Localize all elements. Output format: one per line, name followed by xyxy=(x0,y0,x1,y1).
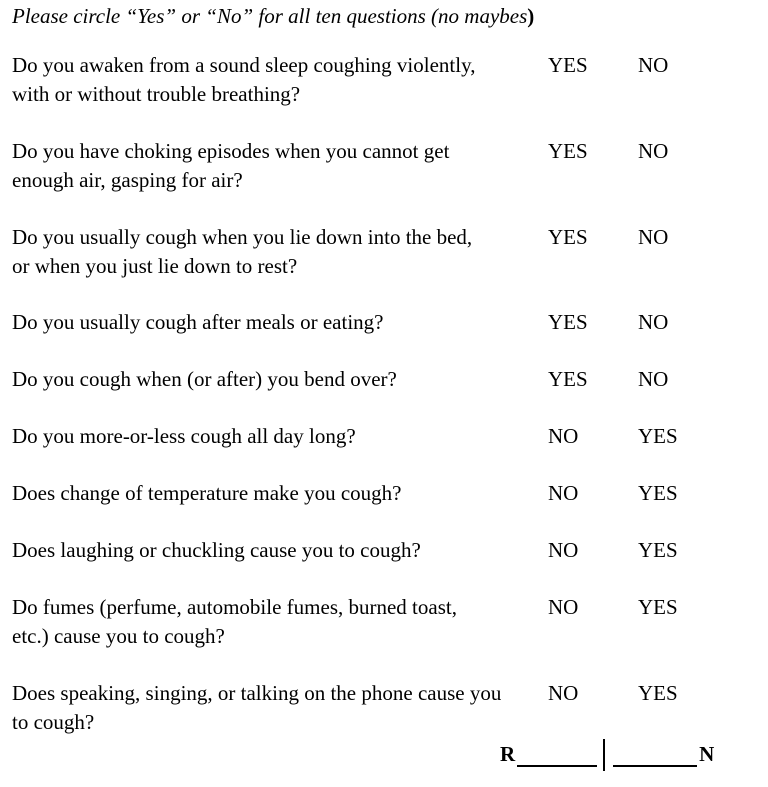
question-2-left-option[interactable]: YES xyxy=(548,139,588,163)
question-10-left-option[interactable]: NO xyxy=(548,681,579,705)
instructions-text: Please circle “Yes” or “No” for all ten questions (no maybes xyxy=(12,4,528,28)
score-divider xyxy=(603,739,605,771)
question-text: Do you usually cough after meals or eating? xyxy=(12,310,384,334)
question-6-right-option[interactable]: YES xyxy=(638,424,678,448)
question-text: Do you cough when (or after) you bend over? xyxy=(12,367,397,391)
question-10-right-option[interactable]: YES xyxy=(638,681,678,705)
question-text: Does laughing or chuckling cause you to cough? xyxy=(12,538,421,562)
question-3-right-option[interactable]: NO xyxy=(638,225,669,249)
question-text: Do fumes (perfume, automobile fumes, burned toast, etc.) cause you to cough? xyxy=(12,595,457,648)
instructions-close-paren: ) xyxy=(527,4,535,28)
question-5 xyxy=(12,365,512,394)
question-1-left-option[interactable]: YES xyxy=(548,53,588,77)
question-text: Do you have choking episodes when you cannot get enough air, gasping for air? xyxy=(12,139,450,192)
score-n-label: N xyxy=(699,742,715,766)
question-7-right-option[interactable]: YES xyxy=(638,481,678,505)
question-4-left-option[interactable]: YES xyxy=(548,310,588,334)
question-text: Does change of temperature make you cough? xyxy=(12,481,402,505)
question-2 xyxy=(12,137,512,195)
question-9 xyxy=(12,593,512,651)
question-1-right-option[interactable]: NO xyxy=(638,53,669,77)
question-10 xyxy=(12,679,512,737)
score-tally xyxy=(500,735,714,767)
question-text: Do you more-or-less cough all day long? xyxy=(12,424,356,448)
question-6 xyxy=(12,422,512,451)
score-r-label: R xyxy=(500,742,516,766)
question-4 xyxy=(12,308,512,337)
question-8 xyxy=(12,536,512,565)
question-7-left-option[interactable]: NO xyxy=(548,481,579,505)
question-6-left-option[interactable]: NO xyxy=(548,424,579,448)
question-8-left-option[interactable]: NO xyxy=(548,538,579,562)
question-3 xyxy=(12,223,512,281)
question-7 xyxy=(12,479,512,508)
question-5-right-option[interactable]: NO xyxy=(638,367,669,391)
score-r-blank[interactable] xyxy=(517,741,597,767)
question-5-left-option[interactable]: YES xyxy=(548,367,588,391)
question-9-right-option[interactable]: YES xyxy=(638,595,678,619)
question-8-right-option[interactable]: YES xyxy=(638,538,678,562)
question-text: Do you awaken from a sound sleep coughing violently, with or without trouble breathing? xyxy=(12,53,476,106)
question-3-left-option[interactable]: YES xyxy=(548,225,588,249)
question-4-right-option[interactable]: NO xyxy=(638,310,669,334)
question-1 xyxy=(12,51,512,109)
score-n-blank[interactable] xyxy=(613,741,697,767)
question-text: Does speaking, singing, or talking on the phone cause you to cough? xyxy=(12,681,502,734)
question-text: Do you usually cough when you lie down into the bed, or when you just lie down to rest? xyxy=(12,225,473,278)
instructions xyxy=(12,4,534,29)
question-9-left-option[interactable]: NO xyxy=(548,595,579,619)
question-2-right-option[interactable]: NO xyxy=(638,139,669,163)
